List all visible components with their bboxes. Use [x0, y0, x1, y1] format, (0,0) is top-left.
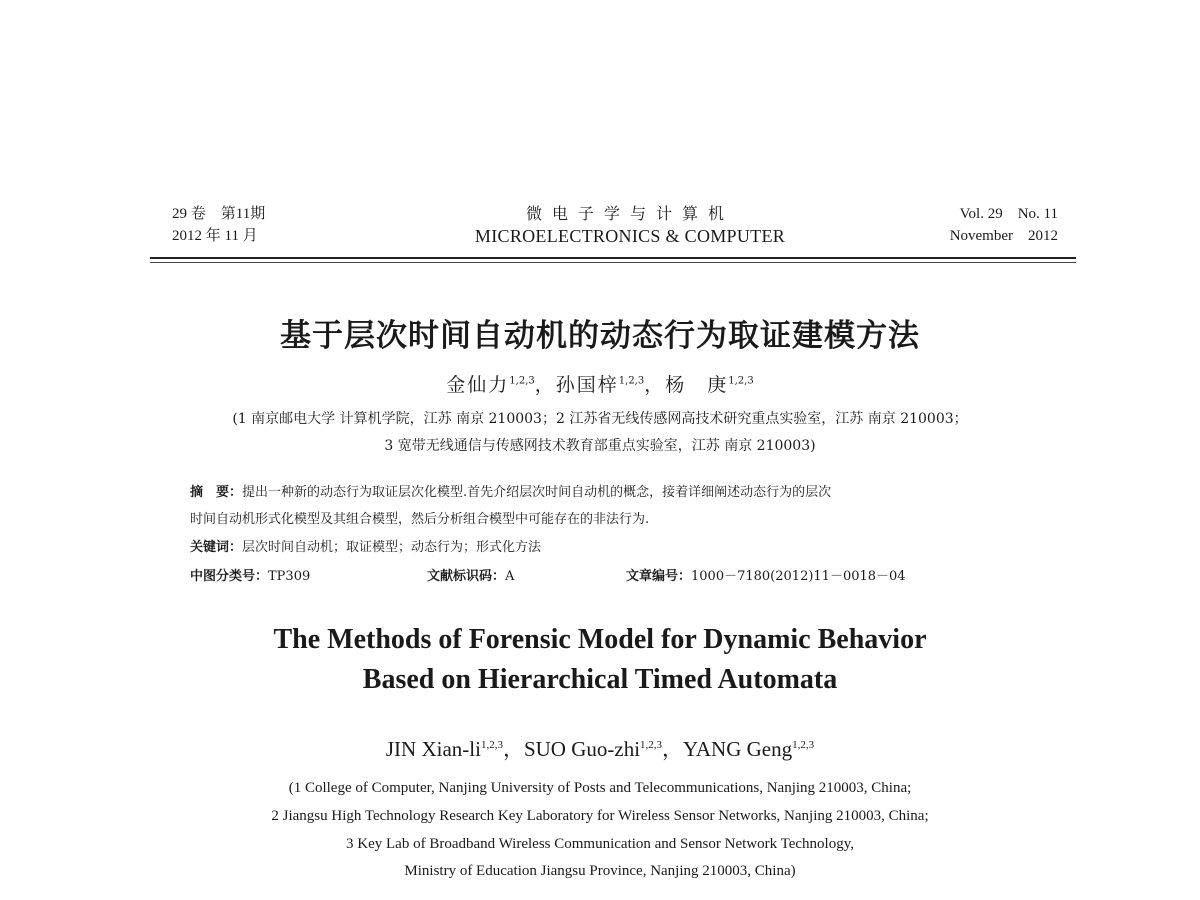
keywords-cn: [190, 538, 1050, 558]
affiliation-en-line: (1 College of Computer, Nanjing University of Posts and Telecommunications, Nanjing 210003, China;: [288, 780, 912, 796]
keywords-text: 层次时间自动机；取证模型；动态行为；形式化方法: [242, 540, 542, 555]
journal-name-cn: 微电子学与计算机: [525, 204, 734, 223]
header-left: [172, 203, 265, 247]
author-en-3-sup: 1,2,3: [792, 739, 815, 751]
author-en-1: JIN Xian-li: [385, 737, 481, 761]
abstract-label: 摘 要：: [190, 485, 243, 500]
abstract-cn-continued: [190, 510, 1050, 530]
document-code: [427, 565, 514, 584]
header-rule-thick: [150, 257, 1076, 259]
author-cn-3: 杨 庚: [665, 374, 729, 396]
abstract-cn: [190, 483, 1050, 503]
author-en-2-sup: 1,2,3: [640, 739, 663, 751]
author-cn-2: 孙国梓: [555, 374, 619, 396]
author-separator: ，: [644, 374, 666, 396]
volume-issue-en: Vol. 29 No. 11: [959, 206, 1058, 222]
paper-title-cn: 基于层次时间自动机的动态行为取证建模方法: [280, 318, 920, 354]
journal-name: [400, 203, 860, 247]
author-separator: ，: [662, 737, 684, 761]
volume-issue-cn: 29 卷 第11期: [172, 206, 266, 222]
paper-title-en-line: Based on Hierarchical Timed Automata: [362, 664, 838, 695]
date-cn: 2012 年 11 月: [172, 228, 258, 244]
author-cn-3-sup: 1,2,3: [728, 375, 754, 387]
author-cn-1: 金仙力: [446, 374, 510, 396]
author-separator: ，: [502, 737, 524, 761]
affiliation-en-line: 3 Key Lab of Broadband Wireless Communication and Sensor Network Technology,: [346, 836, 854, 852]
affiliation-cn-line: 3 宽带无线通信与传感网技术教育部重点实验室，江苏 南京 210003): [384, 438, 816, 454]
keywords-label: 关键词：: [190, 540, 243, 555]
author-en-1-sup: 1,2,3: [480, 739, 503, 751]
author-en-2: SUO Guo-zhi: [523, 737, 641, 761]
affiliation-cn-line: (1 南京邮电大学 计算机学院，江苏 南京 210003；2 江苏省无线传感网高技术研究重点实验室，江苏 南京 210003；: [232, 411, 968, 427]
author-separator: ，: [534, 374, 556, 396]
author-cn-2-sup: 1,2,3: [618, 375, 645, 387]
classification-value: TP309: [268, 569, 311, 584]
abstract-text-line: 提出一种新的动态行为取证层次化模型.首先介绍层次时间自动机的概念，接着详细阐述动态行为的层次: [242, 485, 832, 500]
author-cn-1-sup: 1,2,3: [509, 375, 535, 387]
authors-cn: [0, 370, 1200, 397]
document-code-value: A: [505, 569, 515, 584]
paper-title-en-line: The Methods of Forensic Model for Dynamic Behavior: [273, 624, 927, 655]
affiliation-en-line: 2 Jiangsu High Technology Research Key Laboratory for Wireless Sensor Networks, Nanjing 210003, China;: [271, 808, 929, 824]
date-en: November 2012: [949, 228, 1058, 244]
classification-label: 中图分类号：: [190, 569, 269, 584]
document-code-label: 文献标识码：: [427, 569, 506, 584]
article-number-value: 1000－7180(2012)11－0018－04: [691, 569, 906, 584]
author-en-3: YANG Geng: [683, 737, 793, 761]
journal-name-en: MICROELECTRONICS & COMPUTER: [474, 226, 786, 246]
header-right: [950, 203, 1058, 247]
article-number: [626, 565, 906, 584]
header-rule-thin: [150, 262, 1076, 263]
article-number-label: 文章编号：: [626, 569, 692, 584]
abstract-text-line: 时间自动机形式化模型及其组合模型，然后分析组合模型中可能存在的非法行为.: [190, 512, 650, 527]
affiliation-en-line: Ministry of Education Jiangsu Province, Nanjing 210003, China): [404, 863, 796, 879]
classification-number: [190, 565, 310, 584]
authors-en: [0, 733, 1200, 763]
